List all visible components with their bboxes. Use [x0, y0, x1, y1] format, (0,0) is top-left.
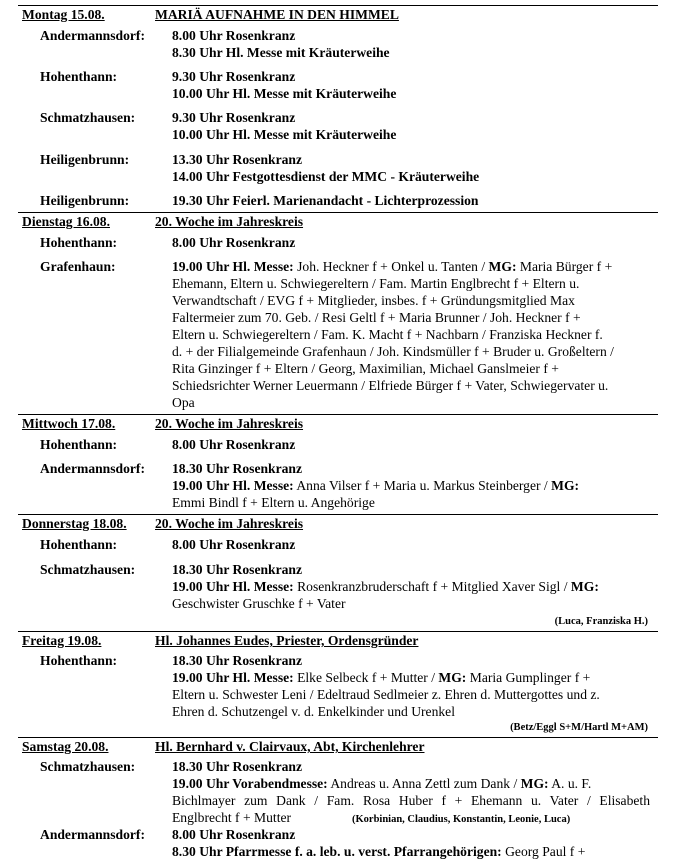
mass-time: 19.00 Uhr Hl. Messe: — [172, 670, 294, 685]
schedule-line: 9.30 Uhr Rosenkranz — [172, 69, 296, 84]
schedule-line: 8.30 Uhr Hl. Messe mit Kräuterweihe — [172, 45, 390, 60]
intention-text: Georg Paul f + — [501, 844, 586, 859]
schedule-line: 8.00 Uhr Rosenkranz — [172, 437, 296, 452]
intention-line: Ehemann, Eltern u. Schwiegereltern / Fam. Martin Englbrecht f + Eltern u. — [172, 276, 580, 291]
mg-marker: MG: — [520, 776, 549, 791]
schedule-line: 18.30 Uhr Rosenkranz — [172, 461, 303, 476]
schedule-line: 19.30 Uhr Feierl. Marienandacht - Lichterprozession — [172, 193, 479, 208]
intention-line: Faltermeier zum 70. Geb. / Resi Geltl f + Maria Brunner / Joh. Heckner f + — [172, 310, 581, 325]
mass-intentions-line — [172, 775, 650, 792]
intention-line: Eltern u. Schwester Leni / Edeltraud Sedlmeier z. Ehren d. Muttergottes und z. — [172, 687, 600, 702]
intention-text: Joh. Heckner f + Onkel u. Tanten / — [293, 259, 489, 274]
intention-text: A. u. F. — [548, 776, 592, 791]
mg-marker: MG: — [438, 670, 467, 685]
schedule-line: 14.00 Uhr Festgottesdienst der MMC - Kräuterweihe — [172, 169, 480, 184]
intention-line: Ehren d. Schutzengel v. d. Enkelkinder und Urenkel — [172, 704, 455, 719]
day-title: 20. Woche im Jahreskreis — [155, 516, 304, 531]
intention-text: Andreas u. Anna Zettl zum Dank / — [327, 776, 521, 791]
ministrant-note: (Betz/Eggl S+M/Hartl M+AM) — [510, 722, 648, 733]
mass-time: 19.00 Uhr Hl. Messe: — [172, 478, 294, 493]
ministrant-note: (Luca, Franziska H.) — [554, 616, 648, 627]
location-label: Schmatzhausen: — [40, 110, 136, 125]
intention-line: d. + der Filialgemeinde Grafenhaun / Joh. Kindsmüller f + Bruder u. Großeltern / — [172, 344, 614, 359]
schedule-line: 18.30 Uhr Rosenkranz — [172, 653, 303, 668]
mass-intentions-line — [172, 258, 650, 275]
intention-line: Rita Ginzinger f + Eltern / Georg, Maximilian, Michael Ganslmeier f + — [172, 361, 559, 376]
mg-marker: MG: — [551, 478, 580, 493]
day-title: 20. Woche im Jahreskreis — [155, 214, 304, 229]
day-title: Hl. Bernhard v. Clairvaux, Abt, Kirchenlehrer — [155, 739, 425, 754]
schedule-line: 10.00 Uhr Hl. Messe mit Kräuterweihe — [172, 127, 397, 142]
mass-intentions-line — [172, 669, 650, 686]
intention-text: Rosenkranzbruderschaft f + Mitglied Xaver Sigl / — [293, 579, 571, 594]
day-date: Dienstag 16.08. — [22, 214, 110, 229]
day-title: Hl. Johannes Eudes, Priester, Ordensgründer — [155, 633, 419, 648]
intention-text: Maria Bürger f + — [516, 259, 613, 274]
mass-time: 19.00 Uhr Hl. Messe: — [172, 579, 294, 594]
schedule-line: 8.00 Uhr Rosenkranz — [172, 235, 296, 250]
day-date: Montag 15.08. — [22, 7, 105, 22]
location-label: Andermannsdorf: — [40, 28, 145, 43]
intention-line: Verwandtschaft / EVG f + Mitglieder, insbes. f + Gründungsmitglied Max — [172, 293, 575, 308]
day-separator — [18, 212, 658, 213]
day-date: Mittwoch 17.08. — [22, 416, 116, 431]
location-label: Grafenhaun: — [40, 259, 116, 274]
location-label: Heiligenbrunn: — [40, 152, 130, 167]
intention-line: Bichlmayer zum Dank / Fam. Rosa Huber f + Ehemann u. Vater / Elisabeth — [172, 793, 650, 808]
mass-intentions-line — [172, 843, 650, 860]
intention-text: Elke Selbeck f + Mutter / — [293, 670, 439, 685]
location-label: Schmatzhausen: — [40, 759, 136, 774]
schedule-line: 18.30 Uhr Rosenkranz — [172, 562, 303, 577]
schedule-line: 13.30 Uhr Rosenkranz — [172, 152, 303, 167]
schedule-line: 10.00 Uhr Hl. Messe mit Kräuterweihe — [172, 86, 397, 101]
location-label: Hohenthann: — [40, 537, 118, 552]
location-label: Hohenthann: — [40, 235, 118, 250]
location-label: Hohenthann: — [40, 437, 118, 452]
mg-marker: MG: — [570, 579, 599, 594]
intention-line: Schiedsrichter Werner Leuermann / Elfriede Bürger f + Vater, Schwiegervater u. — [172, 378, 609, 393]
ministrant-note: (Korbinian, Claudius, Konstantin, Leonie, Luca) — [352, 814, 571, 825]
mg-marker: MG: — [488, 259, 517, 274]
intention-line: Opa — [172, 395, 195, 410]
mass-time: 19.00 Uhr Vorabendmesse: — [172, 776, 328, 791]
mass-intentions-line — [172, 578, 650, 595]
location-label: Schmatzhausen: — [40, 562, 136, 577]
day-date: Samstag 20.08. — [22, 739, 109, 754]
day-date: Donnerstag 18.08. — [22, 516, 127, 531]
intention-line: Emmi Bindl f + Eltern u. Angehörige — [172, 495, 375, 510]
day-title: 20. Woche im Jahreskreis — [155, 416, 304, 431]
schedule-line: 9.30 Uhr Rosenkranz — [172, 110, 296, 125]
location-label: Hohenthann: — [40, 653, 118, 668]
schedule-line: 8.00 Uhr Rosenkranz — [172, 28, 296, 43]
schedule-line: 8.00 Uhr Rosenkranz — [172, 827, 296, 842]
intention-line: Geschwister Gruschke f + Vater — [172, 596, 346, 611]
location-label: Heiligenbrunn: — [40, 193, 130, 208]
location-label: Andermannsdorf: — [40, 827, 145, 842]
day-title: MARIÄ AUFNAHME IN DEN HIMMEL — [155, 7, 399, 22]
intention-line: Englbrecht f + Mutter — [172, 810, 292, 825]
mass-intentions-line — [172, 477, 650, 494]
mass-time: 8.30 Uhr Pfarrmesse f. a. leb. u. verst. Pfarrangehörigen: — [172, 844, 502, 859]
schedule-line: 18.30 Uhr Rosenkranz — [172, 759, 303, 774]
day-date: Freitag 19.08. — [22, 633, 102, 648]
intention-line: Eltern u. Schwiegereltern / Fam. K. Macht f + Nachbarn / Franziska Heckner f. — [172, 327, 603, 342]
mass-time: 19.00 Uhr Hl. Messe: — [172, 259, 294, 274]
location-label: Andermannsdorf: — [40, 461, 145, 476]
intention-text: Anna Vilser f + Maria u. Markus Steinberger / — [293, 478, 552, 493]
location-label: Hohenthann: — [40, 69, 118, 84]
intention-text: Maria Gumplinger f + — [466, 670, 591, 685]
schedule-line: 8.00 Uhr Rosenkranz — [172, 537, 296, 552]
